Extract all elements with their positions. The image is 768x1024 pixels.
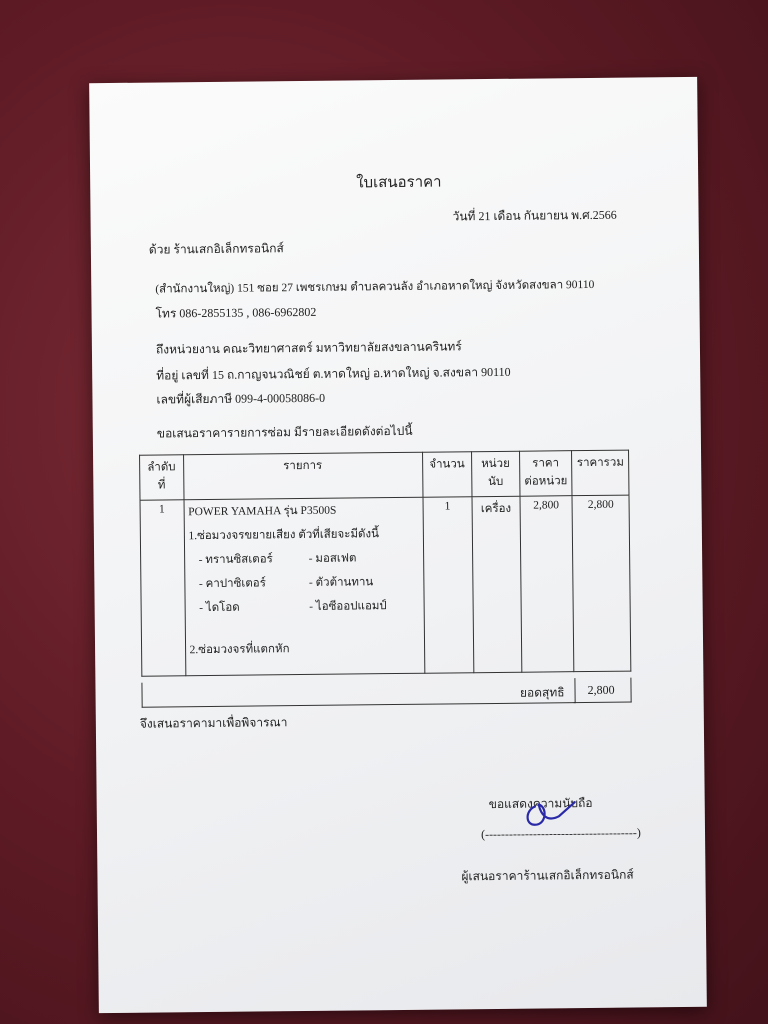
header-unit-price: ราคา ต่อหน่วย [519,451,572,497]
header-no: ลำดับ ที่ [140,455,184,500]
part-item: - มอสเฟต [308,552,357,565]
signature-icon [517,796,587,833]
part-item: - คาปาซิเตอร์ [198,577,266,591]
recipient: ถึงหน่วยงาน คณะวิทยาศาสตร์ มหาวิทยาลัยสงขลานครินทร์ [155,339,462,357]
from-address: (สำนักงานใหญ่) 151 ซอย 27 เพชรเกษม ตำบลควนลัง อำเภอหาดใหญ่ จังหวัดสงขลา 90110 [155,278,595,296]
row-description [184,497,425,675]
row-unit: เครื่อง [472,496,521,672]
row-unit-price: 2,800 [520,496,575,673]
from-line: ด้วย ร้านเสกอิเล็กทรอนิกส์ [148,241,284,257]
row-total: 2,800 [572,495,630,672]
net-label: ยอดสุทธิ [519,685,565,700]
part-item: - ไดโอด [199,601,240,615]
closing-line: จึงเสนอราคามาเพื่อพิจารณา [139,715,288,731]
tax-id: เลขที่ผู้เสียภาษี 099-4-00058086-0 [156,390,326,407]
item-name: POWER YAMAHA รุ่น P3500S [188,504,337,519]
header-total: ราคารวม [572,450,629,496]
row-no: 1 [140,500,185,676]
recipient-address: ที่อยู่ เลขที่ 15 ถ.กาญจนวณิชย์ ต.หาดใหญ่ อ.หาดใหญ่ จ.สงขลา 90110 [156,364,511,383]
signer-line: ผู้เสนอราคาร้านเสกอิเล็กทรอนิกส์ [461,867,634,884]
net-total-row [141,678,631,709]
table-row [140,495,631,676]
items-table [139,450,631,677]
row-qty: 1 [423,497,474,674]
intro-line: ขอเสนอราคารายการซ่อม มีรายละเอียดดังต่อไปนี้ [156,423,413,441]
table-header-row [140,450,629,500]
net-total-cell [573,678,631,704]
header-unit: หน่วย นับ [472,451,520,496]
header-item: รายการ [183,452,422,500]
part-item: - ไอซีออปแอมป์ [309,600,387,613]
from-phone: โทร 086-2855135 , 086-6962802 [155,304,317,321]
signature-line: (--------------------------------------) [480,825,641,842]
document-date: วันที่ 21 เดือน กันยายน พ.ศ.2566 [452,207,617,224]
document-title: ใบเสนอราคา [356,174,442,192]
header-qty: จำนวน [422,452,472,498]
part-item: - ทรานซิสเตอร์ [198,553,273,567]
quotation-paper [89,77,707,1013]
regards-line: ขอแสดงความนับถือ [488,795,593,812]
net-total: 2,800 [587,682,615,698]
part-item: - ตัวต้านทาน [308,576,374,589]
repair-2: 2.ซ่อมวงจรที่แตกหัก [189,643,290,657]
net-label-cell [141,678,575,708]
parts-list [199,549,420,617]
repair-1: 1.ซ่อมวงจรขยายเสียง ตัวที่เสียจะมีดังนี้ [188,528,380,543]
